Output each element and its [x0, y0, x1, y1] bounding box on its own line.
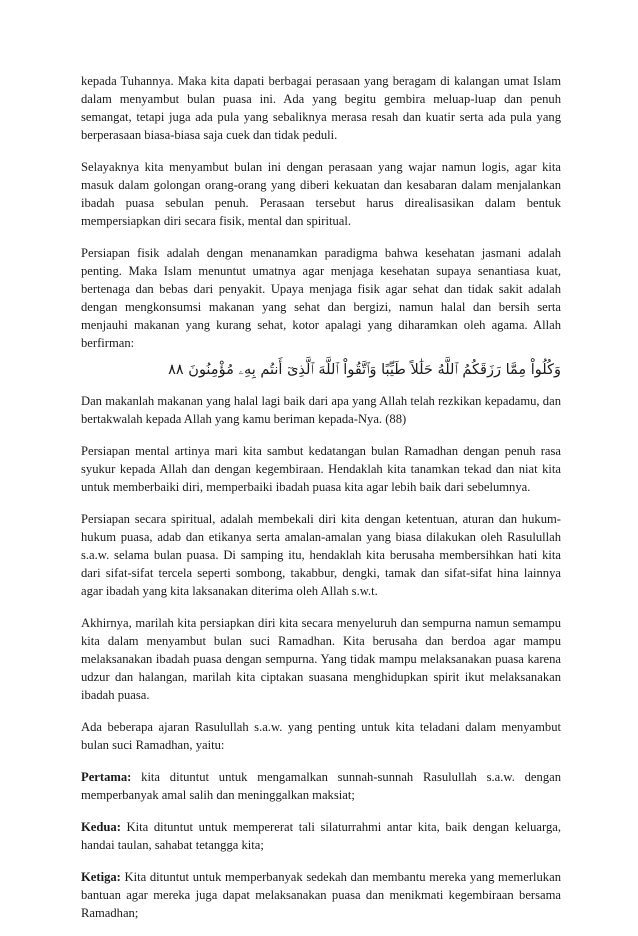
paragraph-persiapan-spiritual: Persiapan secara spiritual, adalah membekali diri kita dengan ketentuan, aturan dan hukum-hukum puasa, adab dan etikanya serta amalan-amalan yang biasa dilakukan oleh Rasulullah s.a.w. selama bulan puasa. Di samping itu, hendaklah kita berusaha membersihkan hati kita dari sifat-sifat tercela seperti sombong, takabbur, dengki, tamak dan sifat-sifat hina lainnya agar ibadah yang kita laksanakan diterima oleh Allah s.w.t.	[81, 512, 561, 598]
list-item-ketiga	[81, 868, 561, 922]
paragraph-persiapan-fisik: Persiapan fisik adalah dengan menanamkan paradigma bahwa kesehatan jasmani adalah penting. Maka Islam menuntut umatnya agar menjaga kesehatan supaya senantiasa kuat, bertenaga dan bebas dari penyakit. Upaya menjaga fisik agar sehat dan tidak sakit adalah dengan mengkonsumsi makanan yang sehat dan bergizi, namun halal dan bersih serta menjauhi makanan yang kurang sehat, kotor apalagi yang diharamkan oleh agama. Allah berfirman:	[81, 246, 561, 350]
paragraph-perasaan: Selayaknya kita menyambut bulan ini dengan perasaan yang wajar namun logis, agar kita masuk dalam golongan orang-orang yang diberi kekuatan dan kesabaran dalam menjalankan ibadah puasa sebulan penuh. Perasaan tersebut harus direalisasikan dalam bentuk mempersiapkan diri secara fisik, mental dan spiritual.	[81, 160, 561, 228]
list-item-label: Ketiga:	[81, 870, 121, 884]
list-item-text: Kita dituntut untuk mempererat tali silaturrahmi antar kita, baik dengan keluarga, handai taulan, sahabat tetangga kita;	[81, 820, 561, 852]
paragraph-verse-translation: Dan makanlah makanan yang halal lagi baik dari apa yang Allah telah rezkikan kepadamu, dan bertakwalah kepada Allah yang kamu beriman kepada-Nya. (88)	[81, 394, 561, 426]
list-item-label: Kedua:	[81, 820, 121, 834]
paragraph-ajaran-intro: Ada beberapa ajaran Rasulullah s.a.w. yang penting untuk kita teladani dalam menyambut bulan suci Ramadhan, yaitu:	[81, 720, 561, 752]
paragraph-persiapan-mental: Persiapan mental artinya mari kita sambut kedatangan bulan Ramadhan dengan penuh rasa syukur kepada Allah dan dengan kegembiraan. Hendaklah kita tanamkan tekad dan niat kita untuk memberbaiki diri, memperbaiki ibadah puasa kita agar lebih baik dari sebelumnya.	[81, 444, 561, 494]
paragraph-akhirnya: Akhirnya, marilah kita persiapkan diri kita secara menyeluruh dan sempurna namun semampu kita dalam menyambut bulan suci Ramadhan. Kita berusaha dan berdoa agar mampu melaksanakan ibadah puasa dengan sempurna. Yang tidak mampu melaksanakan puasa karena udzur dan halangan, marilah kita ciptakan suasana menghidupkan spirit ikut melaksanakan ibadah puasa.	[81, 616, 561, 702]
document-body	[81, 72, 561, 936]
list-item-pertama	[81, 768, 561, 804]
list-item-text: kita dituntut untuk mengamalkan sunnah-sunnah Rasulullah s.a.w. dengan memperbanyak amal salih dan meninggalkan maksiat;	[81, 770, 561, 802]
paragraph-intro: kepada Tuhannya. Maka kita dapati berbagai perasaan yang beragam di kalangan umat Islam dalam menyambut bulan puasa ini. Ada yang begitu gembira meluap-luap dan penuh semangat, tetapi juga ada pula yang sebaliknya merasa resah dan kuatir serta ada pula yang berperasaan biasa-biasa saja cuek dan tidak peduli.	[81, 74, 561, 142]
list-item-kedua	[81, 818, 561, 854]
arabic-verse: وَكُلُواْ مِمَّا رَزَقَكُمُ ٱللَّهُ حَلَٰلاً طَيِّبًا وَٱتَّقُواْ ٱللَّهَ ٱلَّذِىٓ أَنتُم بِهِۦ مُؤْمِنُونَ ٨٨	[168, 362, 561, 378]
list-item-text: Kita dituntut untuk memperbanyak sedekah dan membantu mereka yang memerlukan bantuan agar mereka juga dapat melaksanakan puasa dan menikmati kegembiraan bersama Ramadhan;	[81, 870, 561, 920]
list-item-label: Pertama:	[81, 770, 132, 784]
